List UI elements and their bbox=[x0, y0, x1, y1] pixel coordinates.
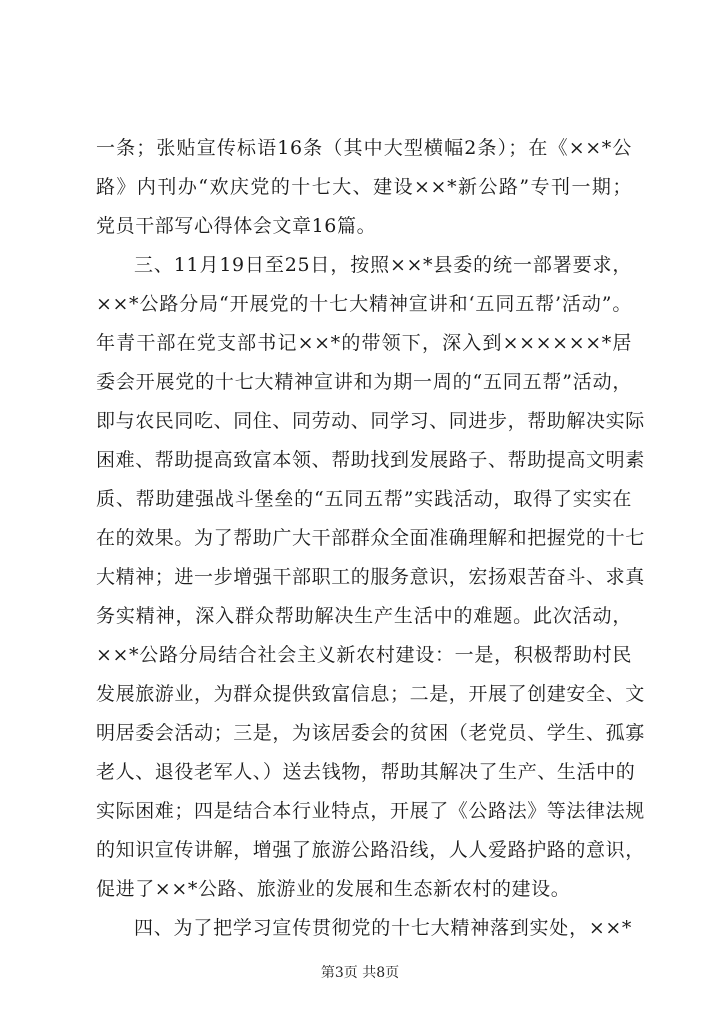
text-line-1: 一条；张贴宣传标语16条（其中大型横幅2条）；在《××*公 bbox=[96, 137, 632, 159]
text-line-10: 质、帮助建强战斗堡垒的“五同五帮”实践活动，取得了实实在 bbox=[96, 488, 632, 510]
text-line-13: 务实精神，深入群众帮助解决生产生活中的难题。此次活动， bbox=[96, 605, 632, 627]
page-number-footer: 第3页 共8页 bbox=[320, 965, 400, 981]
text-line-17: 老人、退役老军人、）送去钱物，帮助其解决了生产、生活中的 bbox=[96, 761, 636, 783]
text-line-16: 明居委会活动；三是，为该居委会的贫困（老党员、学生、孤寡 bbox=[96, 722, 645, 744]
text-line-11: 在的效果。为了帮助广大干部群众全面准确理解和把握党的十七 bbox=[96, 527, 645, 549]
text-line-5: ××*公路分局“开展党的十七大精神宣讲和‘五同五帮’活动”。 bbox=[96, 293, 632, 315]
text-line-12: 大精神；进一步增强干部职工的服务意识，宏扬艰苦奋斗、求真 bbox=[96, 566, 645, 588]
text-line-2: 路》内刊办“欢庆党的十七大、建设××*新公路”专刊一期； bbox=[96, 176, 632, 198]
text-line-19: 的知识宣传讲解，增强了旅游公路沿线，人人爱路护路的意识， bbox=[96, 839, 645, 861]
text-line-8: 即与农民同吃、同住、同劳动、同学习、同进步，帮助解决实际 bbox=[96, 410, 645, 432]
text-line-15: 发展旅游业，为群众提供致富信息；二是，开展了创建安全、文 bbox=[96, 683, 645, 705]
text-line-9: 困难、帮助提高致富本领、帮助找到发展路子、帮助提高文明素 bbox=[96, 449, 645, 471]
text-line-20: 促进了××*公路、旅游业的发展和生态新农村的建设。 bbox=[96, 878, 571, 900]
text-line-4: 三、11月19日至25日，按照××*县委的统一部署要求， bbox=[134, 254, 632, 276]
text-line-3: 党员干部写心得体会文章16篇。 bbox=[96, 215, 377, 237]
text-line-14: ××*公路分局结合社会主义新农村建设：一是，积极帮助村民 bbox=[96, 644, 632, 666]
text-line-18: 实际困难；四是结合本行业特点，开展了《公路法》等法律法规 bbox=[96, 800, 645, 822]
text-line-21: 四、为了把学习宣传贯彻党的十七大精神落到实处，××* bbox=[134, 917, 632, 939]
text-line-6: 年青干部在党支部书记××*的带领下，深入到××××××*居 bbox=[96, 332, 632, 354]
text-line-7: 委会开展党的十七大精神宣讲和为期一周的“五同五帮”活动， bbox=[96, 371, 632, 393]
